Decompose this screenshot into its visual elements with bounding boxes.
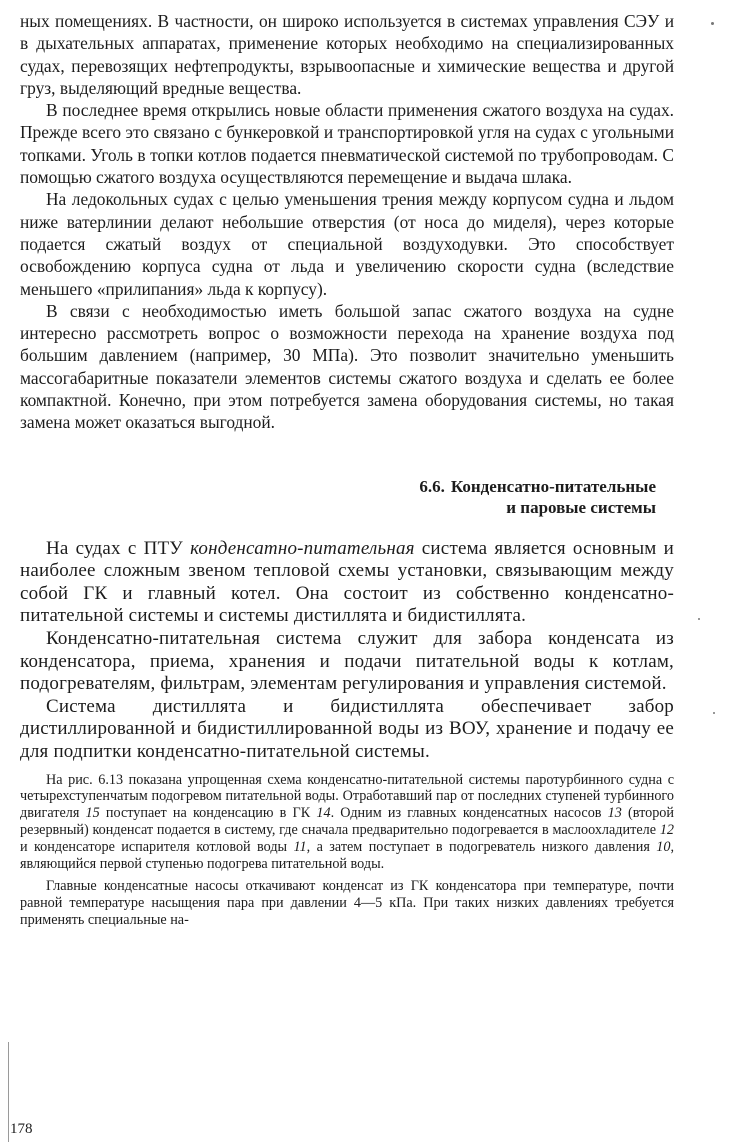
- intro-after: система является основным и наиболее сложным звеном тепловой схемы установки, связывающим между собой ГК и главный котел. Она состоит из собственно конденсатно-питательной системы и системы дистиллята и бидистиллята.: [20, 537, 674, 627]
- section-number: 6.6.: [419, 476, 445, 496]
- scan-speck: [713, 712, 715, 714]
- paragraph-high-pressure: В связи с необходимостью иметь большой запас сжатого воздуха на судне интересно рассмотреть вопрос о возможности перехода на хранение воздуха под большим давлением (например, 30 МПа). Это позволит значительно уменьшить массогабаритные показатели элементов системы сжатого воздуха и сделать ее более компактной. Конечно, при этом потребуется замена оборудования системы, но такая замена может оказаться выгодной.: [20, 300, 674, 433]
- top-text-block: [20, 10, 674, 434]
- paragraph-new-applications: В последнее время открылись новые области применения сжатого воздуха на судах. Прежде всего это связано с бункеровкой и транспортировкой угля на судах с угольными топками. Уголь в топки котлов подается пневматической системой по трубопроводам. С помощью сжатого воздуха осуществляются перемещение и выдача шлака.: [20, 100, 674, 188]
- main-text-block: [20, 538, 674, 764]
- section-title-line2: и паровые системы: [506, 497, 656, 517]
- section-heading: [20, 476, 674, 518]
- intro-before: На судах с ПТУ: [46, 537, 191, 559]
- figure-ref-number: 14: [316, 805, 331, 822]
- paragraph-pumps: Главные конденсатные насосы откачивают конденсат из ГК конденсатора при температуре, почти равной температуре насыщения пара при давлении 4—5 кПа. При таких низких давлениях требуется применять специальные на-: [20, 878, 674, 928]
- text-segment: (второй резервный) конденсат подается в систему, где сначала предварительно подогревается в маслоохладителе: [20, 805, 674, 839]
- small-text-block: [20, 772, 674, 929]
- figure-ref-number: 12: [659, 822, 674, 839]
- paragraph-purpose: Конденсатно-питательная система служит для забора конденсата из конденсатора, приема, хранения и подачи питательной воды к котлам, подогревателям, фильтрам, элементам регулирования и управления системой.: [20, 628, 674, 695]
- text-segment: . Одним из главных конденсатных насосов: [330, 805, 608, 822]
- figure-ref-number: 13: [607, 805, 622, 822]
- paragraph-figure-description: [20, 772, 674, 873]
- page-number: 178: [10, 1121, 33, 1137]
- text-segment: На рис. 6.13 показана упрощенная схема конденсатно-питательной системы паротурбинного судна с четырехступенчатым подогревом питательной воды. Отработавший пар от последних ступеней турбинного двигателя: [20, 771, 674, 822]
- paragraph-distillate: Система дистиллята и бидистиллята обеспечивает забор дистиллированной и бидистиллированной воды из ВОУ, хранение и подачу ее для подпитки конденсатно-питательной системы.: [20, 695, 674, 762]
- paragraph-intro: [20, 538, 674, 628]
- text-segment: поступает на конденсацию в ГК: [99, 805, 317, 822]
- margin-rule: [8, 1042, 9, 1142]
- text-segment: , являющийся первой ступенью подогрева питательной воды.: [20, 839, 674, 873]
- text-segment: , а затем поступает в подогреватель низкого давления: [306, 839, 657, 856]
- text-segment: и конденсаторе испарителя котловой воды: [20, 839, 294, 856]
- figure-ref-number: 11: [293, 839, 307, 856]
- figure-ref-number: 10: [656, 839, 671, 856]
- scan-speck: [698, 618, 700, 620]
- section-title-line1: Конденсатно-питательные: [450, 476, 656, 496]
- figure-ref-number: 15: [85, 805, 100, 822]
- paragraph-continuation: ных помещениях. В частности, он широко используется в системах управления СЭУ и в дыхательных аппаратах, применение которых необходимо на специализированных судах, перевозящих нефтепродукты, взрывоопасные и химические вещества и другой груз, выделяющий вредные вещества.: [20, 11, 674, 98]
- scan-speck: [711, 22, 714, 25]
- page-content: [20, 10, 674, 929]
- intro-term: конденсатно-питательная: [190, 537, 415, 559]
- paragraph-icebreakers: На ледокольных судах с целью уменьшения трения между корпусом судна и льдом ниже ватерлинии делают небольшие отверстия (от носа до миделя), через которые подается сжатый воздух от специальной воздуходувки. Это способствует освобождению корпуса судна от льда и увеличению скорости судна (вследствие меньшего «прилипания» льда к корпусу).: [20, 189, 674, 299]
